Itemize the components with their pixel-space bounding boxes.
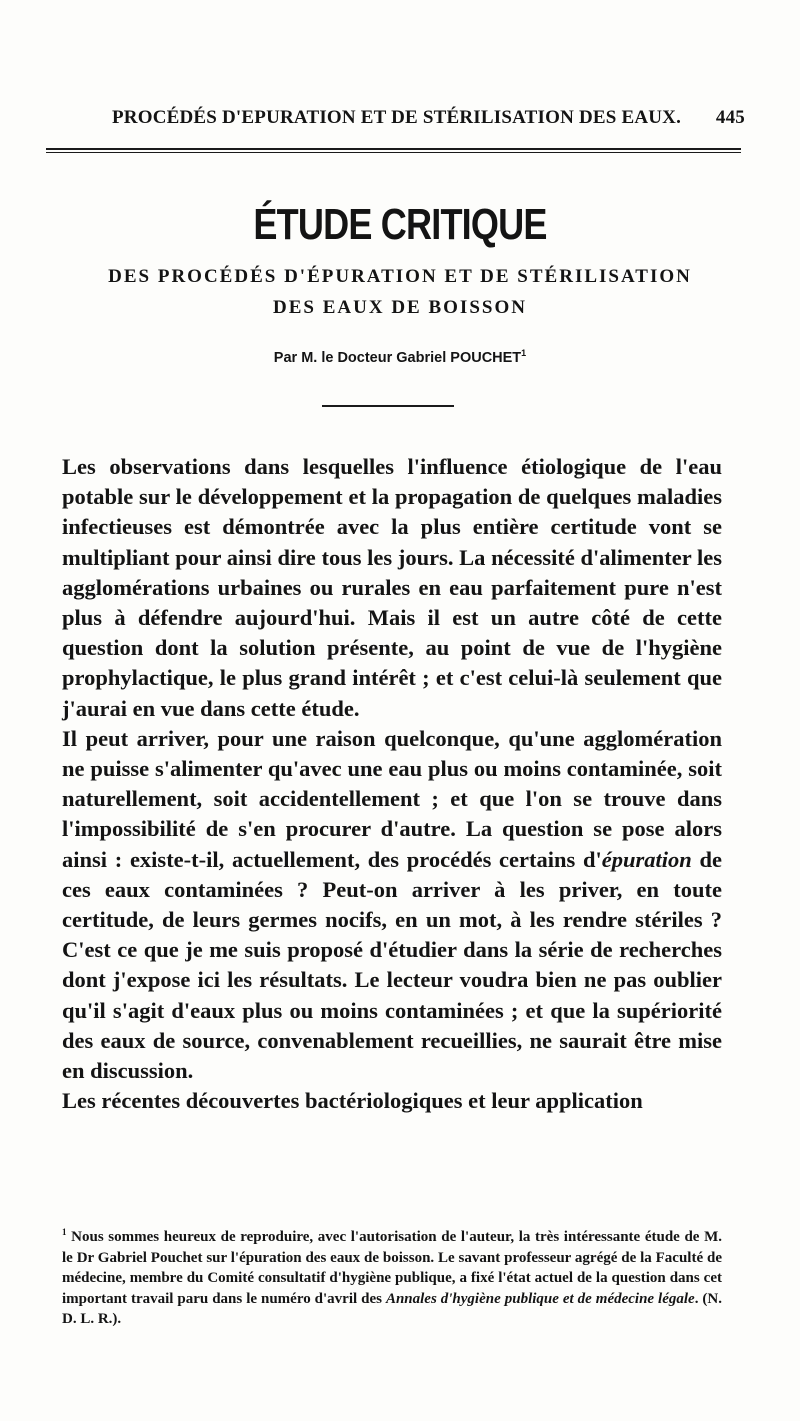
paragraph-3 xyxy=(62,1086,722,1116)
paragraph-2-text-b: de ces eaux contaminées ? Peut-on arriver à les priver, en toute certitude, de leurs germes nocifs, en un mot, à les rendre stériles ? C'est ce que je me suis proposé d'étudier dans la série de recherches dont j'expose ici les résultats. Le lecteur voudra bien ne pas oublier qu'il s'agit d'eaux plus ou moins contaminées ; et que la supériorité des eaux de source, convenablement recueillies, ne saurait être mise en discussion. xyxy=(62,846,722,1084)
header-rule xyxy=(46,148,741,150)
footnote-mark: 1 xyxy=(62,1227,67,1237)
running-head-title: PROCÉDÉS D'EPURATION ET DE STÉRILISATION DES EAUX. xyxy=(112,107,682,128)
footnote xyxy=(62,1222,722,1330)
byline-note-mark: 1 xyxy=(521,348,527,358)
footnote-text-b: . (N. D. L. R.). xyxy=(62,1290,722,1327)
paragraph-2 xyxy=(62,724,722,1086)
page-number: 445 xyxy=(715,107,745,128)
article-title: ÉTUDE CRITIQUE xyxy=(253,200,547,249)
paragraph-1-text: Les observations dans lesquelles l'influence étiologique de l'eau potable sur le développement et la propagation de quelques maladies infectieuses est démontrée avec la plus entière certitude vont se multipliant pour ainsi dire tous les jours. La nécessité d'alimenter les agglomérations urbaines ou rurales en eau parfaitement pure n'est plus à défendre aujourd'hui. Mais il est un autre côté de cette question dont la solution présente, au point de vue de l'hygiène prophylactique, le plus grand intérêt ; et c'est celui-là seulement que j'aurai en vue dans cette étude. xyxy=(62,454,722,721)
byline-text: Par M. le Docteur Gabriel POUCHET xyxy=(273,349,522,366)
footnote-text-a: Nous sommes heureux de reproduire, avec l'autorisation de l'auteur, la très intéressante étude de M. le Dr Gabriel Pouchet sur l'épuration des eaux de boisson. Le savant professeur agrégé de la Faculté de médecine, membre du Comité consultatif d'hygiène publique, a fixé l'état actuel de la question dans cet important travail paru dans le numéro d'avril des xyxy=(62,1229,723,1307)
paragraph-1 xyxy=(62,452,722,724)
body-text xyxy=(62,452,722,1116)
paragraph-2-text-a: Il peut arriver, pour une raison quelconque, qu'une agglomération ne puisse s'alimenter qu'avec une eau plus ou moins contaminée, soit naturellement, soit accidentellement ; et que l'on se trouve dans l'impossibilité de s'en procurer d'autre. La question se pose alors ainsi : existe-t-il, actuellement, des procédés certains d' xyxy=(62,725,722,872)
paragraph-3-text: Les récentes découvertes bactériologiques et leur application xyxy=(62,1088,643,1114)
article-subtitle-line1: DES PROCÉDÉS D'ÉPURATION ET DE STÉRILISATION xyxy=(108,266,692,287)
paragraph-2-emphasis: épuration xyxy=(601,846,692,872)
title-separator-rule xyxy=(322,405,454,407)
header-rule-thin xyxy=(46,152,741,153)
running-head xyxy=(60,104,745,132)
byline xyxy=(0,348,800,366)
footnote-journal-title: Annales d'hygiène publique et de médecine légale xyxy=(385,1290,695,1307)
article-subtitle-line2: DES EAUX DE BOISSON xyxy=(273,297,527,318)
